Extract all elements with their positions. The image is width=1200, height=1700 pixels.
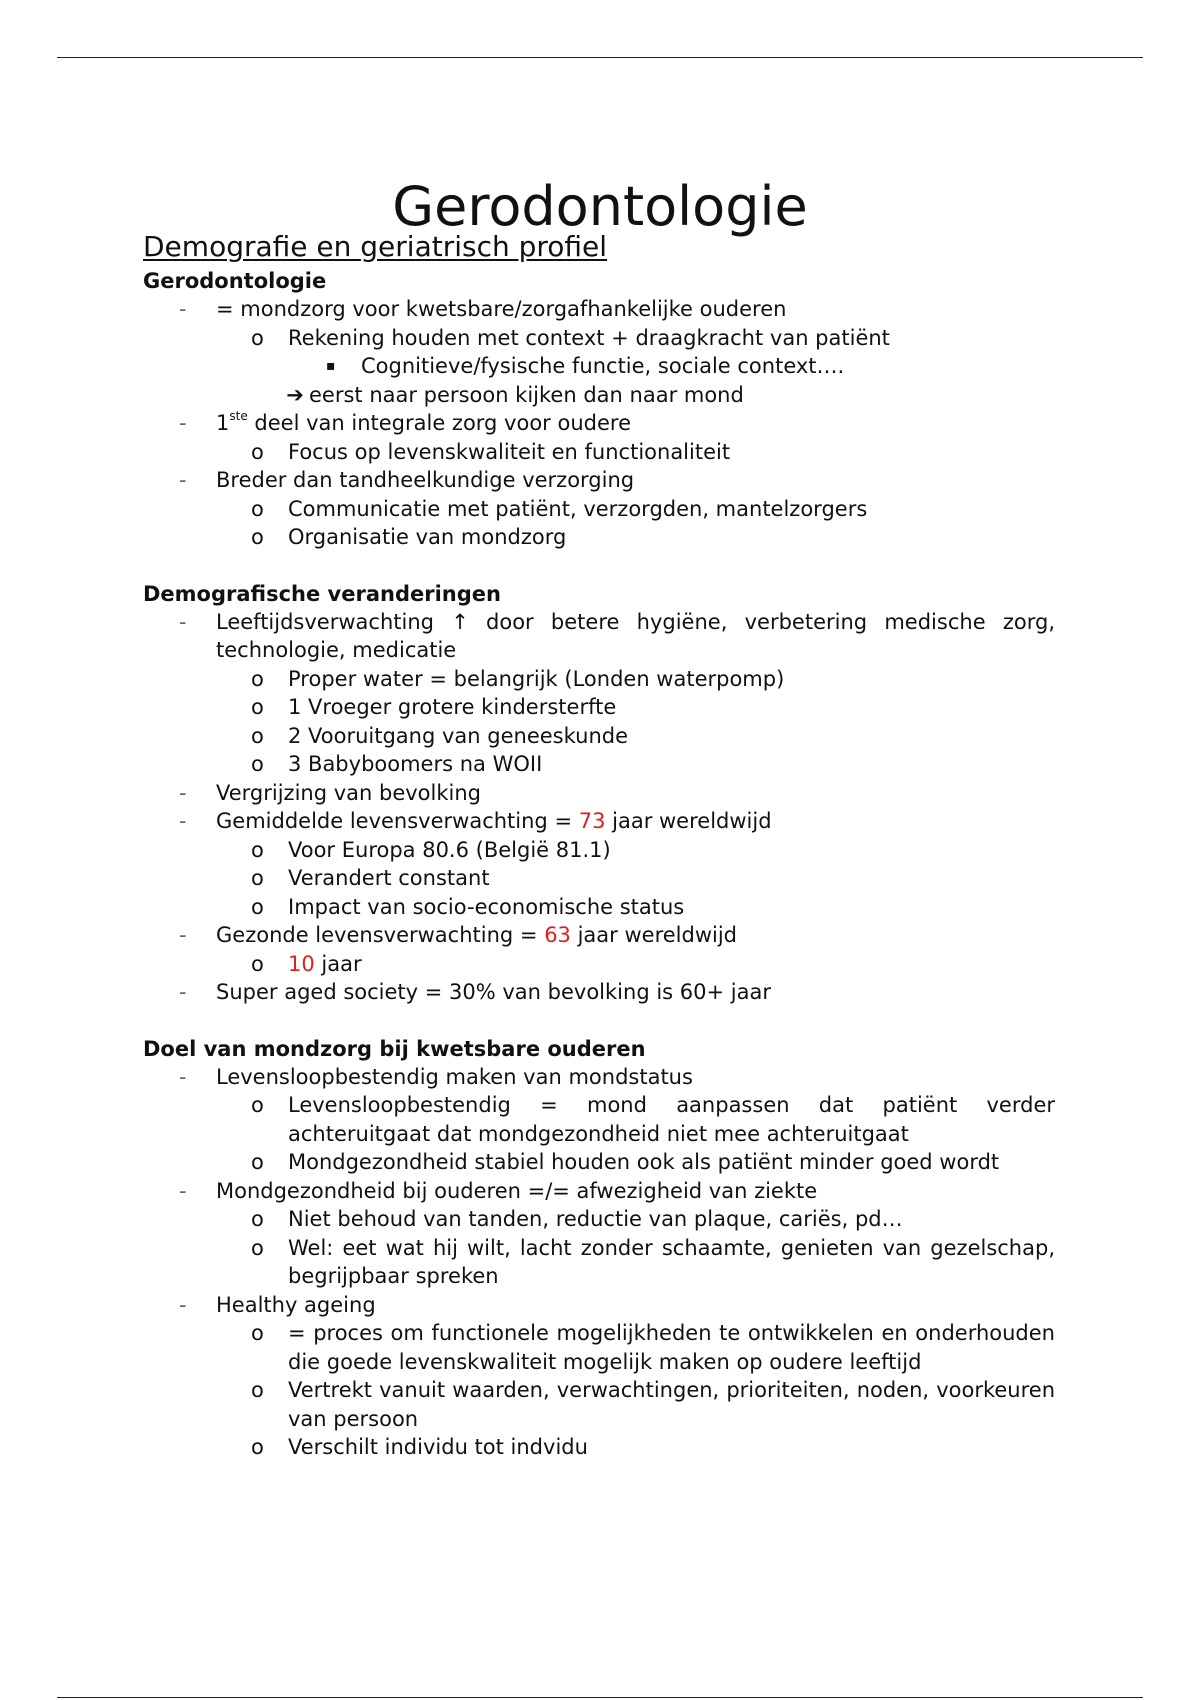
circle-bullet: o <box>251 894 264 919</box>
dash-bullet: - <box>179 297 187 321</box>
circle-bullet: o <box>251 837 264 862</box>
circle-bullet: o <box>251 1321 264 1345</box>
circle-bullet: o <box>251 1150 264 1174</box>
list-item: ➔ eerst naar persoon kijken dan naar mond <box>143 381 1055 410</box>
list-item: o 2 Vooruitgang van geneeskunde <box>143 722 1055 751</box>
circle-bullet: o <box>251 1235 264 1260</box>
circle-bullet: o <box>251 695 264 719</box>
list-item: o Vertrekt vanuit waarden, verwachtingen, prioriteiten, noden, voorkeuren van persoon <box>251 1378 1055 1431</box>
list-item: o 3 Babyboomers na WOII <box>143 750 1055 779</box>
list-item: o Verandert constant <box>143 864 1055 893</box>
dash-bullet: - <box>179 1292 187 1317</box>
dash-bullet: - <box>179 923 187 947</box>
list-item: - Super aged society = 30% van bevolking is 60+ jaar <box>143 978 1055 1007</box>
document-body <box>143 230 1055 1462</box>
circle-bullet: o <box>251 951 264 976</box>
document-title: Gerodontologie <box>392 175 808 239</box>
list-item: - Breder dan tandheelkundige verzorging <box>143 466 1055 495</box>
circle-bullet: o <box>251 496 264 521</box>
highlighted-number: 10 <box>288 951 315 976</box>
list-item: o Verschilt individu tot indvidu <box>143 1433 1055 1462</box>
dash-bullet: - <box>179 411 187 435</box>
dash-bullet: - <box>179 809 187 833</box>
arrow-icon: ➔ <box>286 382 304 407</box>
list-item: o Rekening houden met context + draagkracht van patiënt <box>143 324 1055 353</box>
dash-bullet: - <box>179 1178 187 1203</box>
list-item: o 10 jaar <box>143 950 1055 979</box>
list-item: - = mondzorg voor kwetsbare/zorgafhankelijke ouderen <box>143 295 1055 324</box>
section-heading: Demografie en geriatrisch profiel <box>143 230 608 263</box>
subheading-gerodontologie: Gerodontologie <box>143 269 327 293</box>
subheading-demografische-veranderingen: Demografische veranderingen <box>143 581 501 606</box>
top-rule <box>57 57 1143 58</box>
list-item: - Mondgezondheid bij ouderen =/= afwezigheid van ziekte <box>143 1177 1055 1206</box>
list-item: o Focus op levenskwaliteit en functionaliteit <box>143 438 1055 467</box>
highlighted-number: 73 <box>578 809 606 833</box>
circle-bullet: o <box>251 525 264 549</box>
dash-bullet: - <box>179 609 187 634</box>
list-item: - Gemiddelde levensverwachting = 73 jaar wereldwijd <box>143 807 1055 836</box>
circle-bullet: o <box>251 666 264 691</box>
list-item: o Impact van socio-economische status <box>143 893 1055 922</box>
dash-bullet: - <box>179 1064 187 1089</box>
list-item: ▪ Cognitieve/fysische functie, sociale context…. <box>143 352 1055 381</box>
dash-bullet: - <box>179 980 187 1004</box>
list-item: o Niet behoud van tanden, reductie van plaque, cariës, pd… <box>143 1205 1055 1234</box>
circle-bullet: o <box>251 1093 264 1117</box>
list-item: o Levensloopbestendig = mond aanpassen dat patiënt verder achteruitgaat dat mondgezondheid niet mee achteruitgaat <box>251 1093 1055 1146</box>
circle-bullet: o <box>251 439 264 464</box>
subheading-doel-van-mondzorg: Doel van mondzorg bij kwetsbare ouderen <box>143 1036 646 1061</box>
list-item: o Proper water = belangrijk (Londen waterpomp) <box>143 665 1055 694</box>
circle-bullet: o <box>251 1378 264 1402</box>
list-item: - Vergrijzing van bevolking <box>143 779 1055 808</box>
square-bullet: ▪ <box>326 358 336 374</box>
list-item: o Communicatie met patiënt, verzorgden, mantelzorgers <box>143 495 1055 524</box>
list-item: o = proces om functionele mogelijkheden te ontwikkelen en onderhouden die goede levenskwaliteit mogelijk maken op oudere leeftijd <box>251 1321 1055 1374</box>
circle-bullet: o <box>251 723 264 748</box>
list-item: o Mondgezondheid stabiel houden ook als patiënt minder goed wordt <box>143 1148 1055 1177</box>
circle-bullet: o <box>251 1435 264 1459</box>
circle-bullet: o <box>251 866 264 890</box>
bottom-rule <box>57 1697 1143 1698</box>
circle-bullet: o <box>251 1207 264 1231</box>
circle-bullet: o <box>251 752 264 776</box>
list-item: - 1ste deel van integrale zorg voor oudere <box>143 409 1055 438</box>
list-item: - Healthy ageing <box>143 1291 1055 1320</box>
list-item: - Gezonde levensverwachting = 63 jaar wereldwijd <box>143 921 1055 950</box>
list-item: - Levensloopbestendig maken van mondstatus <box>143 1063 1055 1092</box>
dash-bullet: - <box>179 780 187 805</box>
highlighted-number: 63 <box>544 923 571 947</box>
dash-bullet: - <box>179 468 187 492</box>
list-item: o Voor Europa 80.6 (België 81.1) <box>143 836 1055 865</box>
circle-bullet: o <box>251 325 264 350</box>
list-item: o 1 Vroeger grotere kindersterfte <box>143 693 1055 722</box>
list-item: - Leeftijdsverwachting ↑ door betere hygiëne, verbetering medische zorg, technologie, medicatie <box>179 609 1055 662</box>
list-item: o Wel: eet wat hij wilt, lacht zonder schaamte, genieten van gezelschap, begrijpbaar spreken <box>251 1235 1055 1288</box>
list-item: o Organisatie van mondzorg <box>143 523 1055 552</box>
